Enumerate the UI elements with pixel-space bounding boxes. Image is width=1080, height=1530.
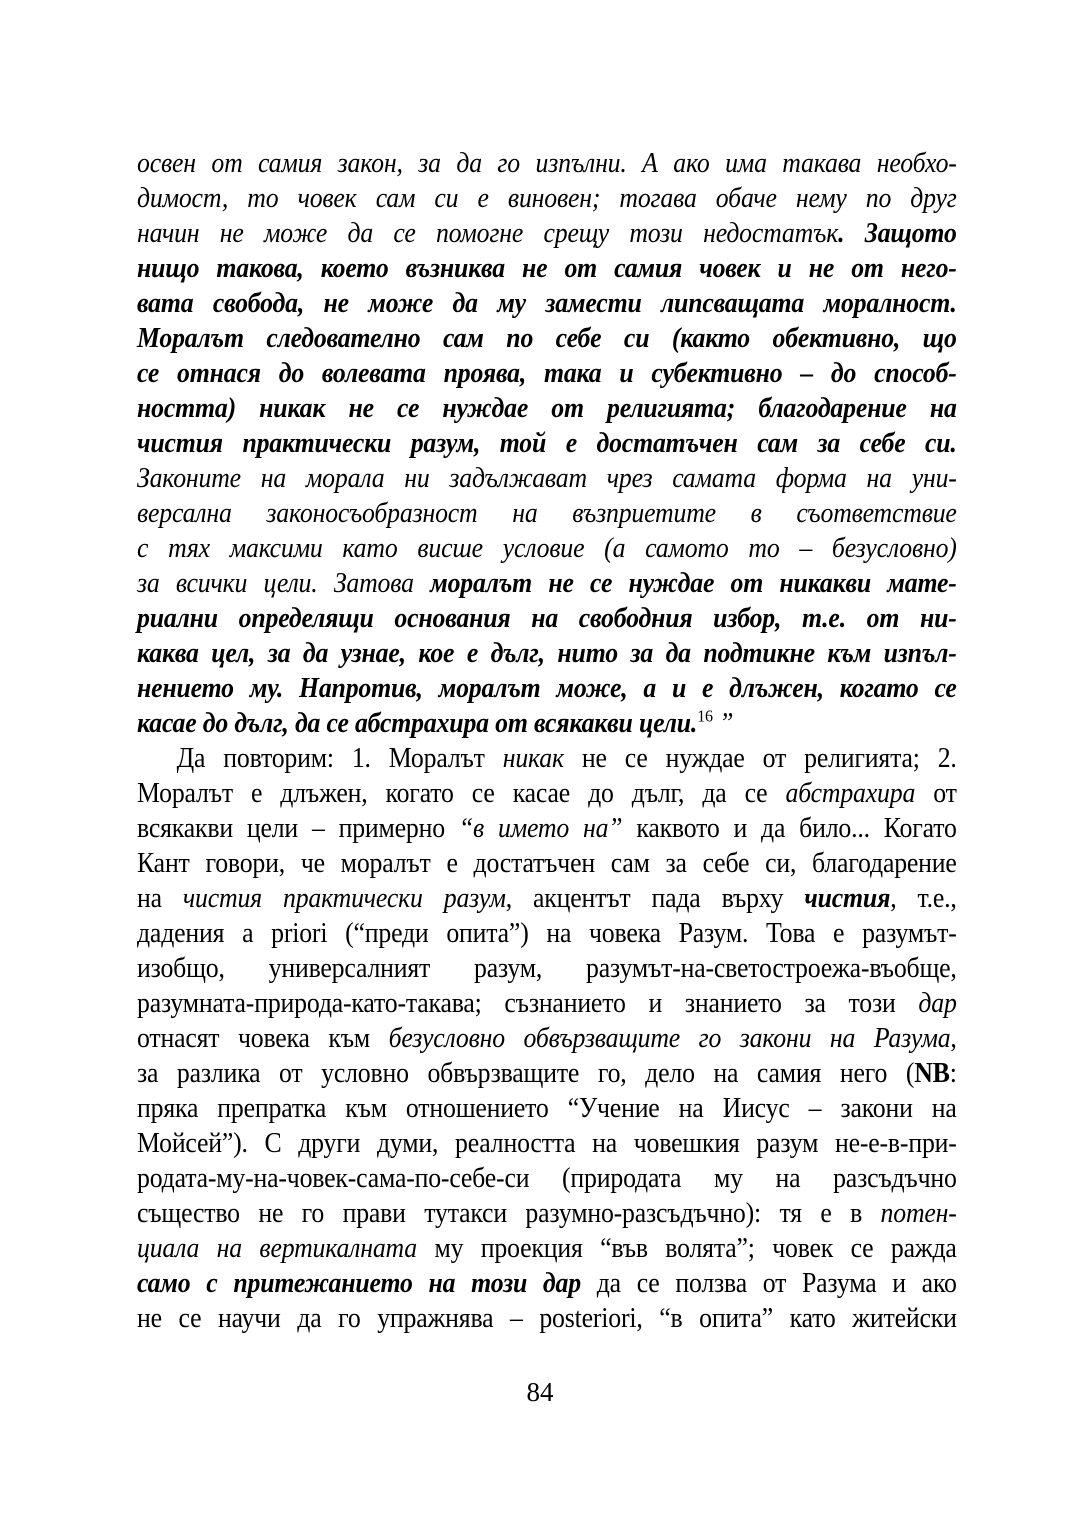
text-segment: от — [915, 778, 957, 809]
text-segment: циала на вертикалната — [137, 1233, 418, 1264]
text-segment: каквото и да било... Когато — [622, 813, 957, 844]
text-segment: нението му. Напротив, моралът може, а и е длъжен, когато се — [137, 673, 957, 704]
text-segment: , акцентът пада върху — [505, 883, 805, 914]
text-segment: ” — [712, 708, 734, 739]
text-line — [137, 321, 957, 356]
text-line — [137, 1091, 957, 1126]
text-line — [137, 986, 957, 1021]
text-line — [137, 1301, 957, 1336]
footnote-reference: 16 — [697, 706, 713, 726]
text-line — [137, 1196, 957, 1231]
text-segment: да се ползва от Разума и ако — [580, 1268, 957, 1299]
text-segment: за разлика от условно обвързващите го, дело на самия него ( — [137, 1058, 915, 1089]
text-segment: касае до дълг, да се абстрахира от всякакви цели. — [137, 708, 698, 739]
text-segment: Мойсей”). С други думи, реалността на човешкия разум не-е-в-при- — [137, 1128, 957, 1159]
text-segment: изобщо, универсалният разум, разумът-на-светостроежа-въобще, — [137, 953, 957, 984]
text-segment: , — [950, 1023, 957, 1054]
text-segment: дар — [918, 988, 957, 1019]
text-segment: чистия — [804, 883, 891, 914]
text-line — [137, 811, 957, 846]
text-segment: чистия практически разум — [182, 883, 506, 914]
text-segment: потен- — [880, 1198, 957, 1229]
text-line — [137, 1056, 957, 1091]
text-segment: с тях максими като висше условие (а самото то – безусловно) — [137, 533, 957, 564]
text-segment: всякакви цели – примерно — [137, 813, 459, 844]
text-segment: : — [949, 1058, 957, 1089]
text-segment: за всички цели. Затова — [137, 568, 431, 599]
text-segment: начин не може да се помогне срещу този недостатък — [137, 218, 839, 249]
text-segment: пряка препратка към отношението “Учение на Иисус – закони на — [137, 1093, 957, 1124]
text-segment: вата свобода, не може да му замести липсващата моралност. — [137, 288, 957, 319]
text-line — [137, 846, 957, 881]
text-segment: Моралът е длъжен, когато се касае до дълг, да се — [137, 778, 786, 809]
text-line — [137, 706, 957, 741]
text-line — [137, 216, 957, 251]
text-block — [137, 146, 957, 1336]
text-segment: риални определящи основания на свободния избор, т.е. от ни- — [137, 603, 957, 634]
text-segment: Кант говори, че моралът е достатъчен сам за себе си, благодарение — [137, 848, 957, 879]
text-segment: се отнася до волевата проява, така и субективно – до способ- — [137, 358, 957, 389]
text-segment: родата-му-на-човек-сама-по-себе-си (природата му на разсъдъчно — [137, 1163, 957, 1194]
text-line — [137, 636, 957, 671]
text-segment: дадения a priori (“преди опита”) на човека Разум. Това е разумът- — [137, 918, 957, 949]
text-segment: ността) никак не се нуждае от религията; благодарение на — [137, 393, 957, 424]
text-line — [137, 881, 957, 916]
text-segment: NB — [914, 1058, 950, 1089]
text-segment: Законите на морала ни задължават чрез самата форма на уни- — [137, 463, 957, 494]
text-line — [137, 181, 957, 216]
text-line — [137, 251, 957, 286]
text-line — [137, 1231, 957, 1266]
text-segment: нищо такова, което възниква не от самия човек и не от него- — [137, 253, 957, 284]
text-line — [137, 496, 957, 531]
text-segment: разумната-природа-като-такава; съзнанието и знанието за този — [137, 988, 919, 1019]
text-line — [137, 951, 957, 986]
text-segment: безусловно обвързващите го закони на Разума — [388, 1023, 951, 1054]
text-segment: моралът не се нуждае от никакви мате- — [430, 568, 957, 599]
text-segment: не се нуждае от религията; 2. — [563, 743, 957, 774]
text-segment: димост, то човек сам си е виновен; тогава обаче нему по друг — [137, 183, 957, 214]
text-segment: версална законосъобразност на възприетите в съответствие — [137, 498, 957, 529]
text-line — [137, 391, 957, 426]
text-line — [137, 286, 957, 321]
text-line — [137, 461, 957, 496]
text-line — [137, 601, 957, 636]
text-segment: отнасят човека към — [137, 1023, 389, 1054]
text-segment: Да повторим: 1. Моралът — [176, 743, 503, 774]
text-line — [137, 916, 957, 951]
text-line — [137, 1161, 957, 1196]
text-segment: чистия практически разум, той е достатъчен сам за себе си. — [137, 428, 957, 459]
text-line — [137, 356, 957, 391]
text-segment: , т.е., — [890, 883, 957, 914]
text-line — [137, 531, 957, 566]
text-line — [137, 741, 957, 776]
text-segment: не се научи да го упражнява – posteriori, “в опита” като житейски — [137, 1303, 957, 1334]
text-line — [137, 1021, 957, 1056]
text-segment: освен от самия закон, за да го изпълни. А ако има такава необхо- — [137, 148, 957, 179]
text-line — [137, 1126, 957, 1161]
text-line — [137, 776, 957, 811]
text-segment: “в името на” — [458, 813, 623, 844]
text-segment: същество не го прави тутакси разумно-разсъдъчно): тя е в — [137, 1198, 881, 1229]
text-segment: абстрахира — [785, 778, 916, 809]
text-line — [137, 426, 957, 461]
text-line — [137, 566, 957, 601]
text-segment: . Защото — [838, 218, 957, 249]
text-segment: никак — [502, 743, 564, 774]
text-segment: само с притежанието на този дар — [137, 1268, 581, 1299]
text-line — [137, 146, 957, 181]
text-line — [137, 671, 957, 706]
text-segment: на — [137, 883, 183, 914]
text-line — [137, 1266, 957, 1301]
text-segment: му проекция “във волята”; човек се ражда — [417, 1233, 957, 1264]
page-number: 84 — [526, 1377, 554, 1407]
text-segment: каква цел, за да узнае, кое е дълг, нито за да подтикне към изпъл- — [137, 638, 957, 669]
text-segment: Моралът следователно сам по себе си (както обективно, що — [137, 323, 957, 354]
